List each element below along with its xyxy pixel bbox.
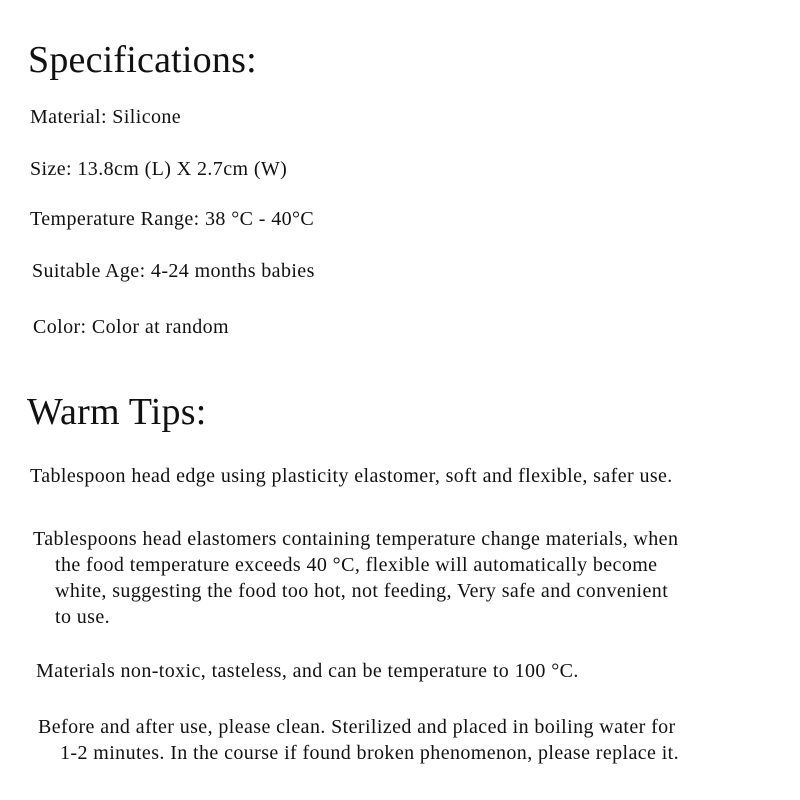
warm-tips-heading: Warm Tips: bbox=[27, 391, 207, 433]
spec-temperature-range: Temperature Range: 38 °C - 40°C bbox=[30, 208, 315, 230]
tip-temperature-change-line-2: the food temperature exceeds 40 °C, flexible will automatically become bbox=[55, 554, 658, 576]
spec-size: Size: 13.8cm (L) X 2.7cm (W) bbox=[30, 158, 288, 180]
tip-non-toxic: Materials non-toxic, tasteless, and can be temperature to 100 °C. bbox=[36, 660, 579, 682]
spec-color: Color: Color at random bbox=[33, 316, 229, 338]
tip-soft-edge: Tablespoon head edge using plasticity elastomer, soft and flexible, safer use. bbox=[30, 465, 673, 487]
spec-suitable-age: Suitable Age: 4-24 months babies bbox=[32, 260, 315, 282]
tip-cleaning-line-1: Before and after use, please clean. Sterilized and placed in boiling water for bbox=[38, 716, 676, 738]
specifications-heading: Specifications: bbox=[28, 39, 257, 81]
tip-cleaning-line-2: 1-2 minutes. In the course if found broken phenomenon, please replace it. bbox=[60, 742, 680, 764]
tip-temperature-change-line-3: white, suggesting the food too hot, not feeding, Very safe and convenient bbox=[55, 580, 669, 602]
tip-temperature-change-line-1: Tablespoons head elastomers containing temperature change materials, when bbox=[33, 528, 679, 550]
spec-material: Material: Silicone bbox=[30, 106, 182, 128]
tip-temperature-change-line-4: to use. bbox=[55, 606, 111, 628]
tip-cleaning bbox=[38, 714, 679, 766]
tip-temperature-change bbox=[33, 526, 678, 630]
